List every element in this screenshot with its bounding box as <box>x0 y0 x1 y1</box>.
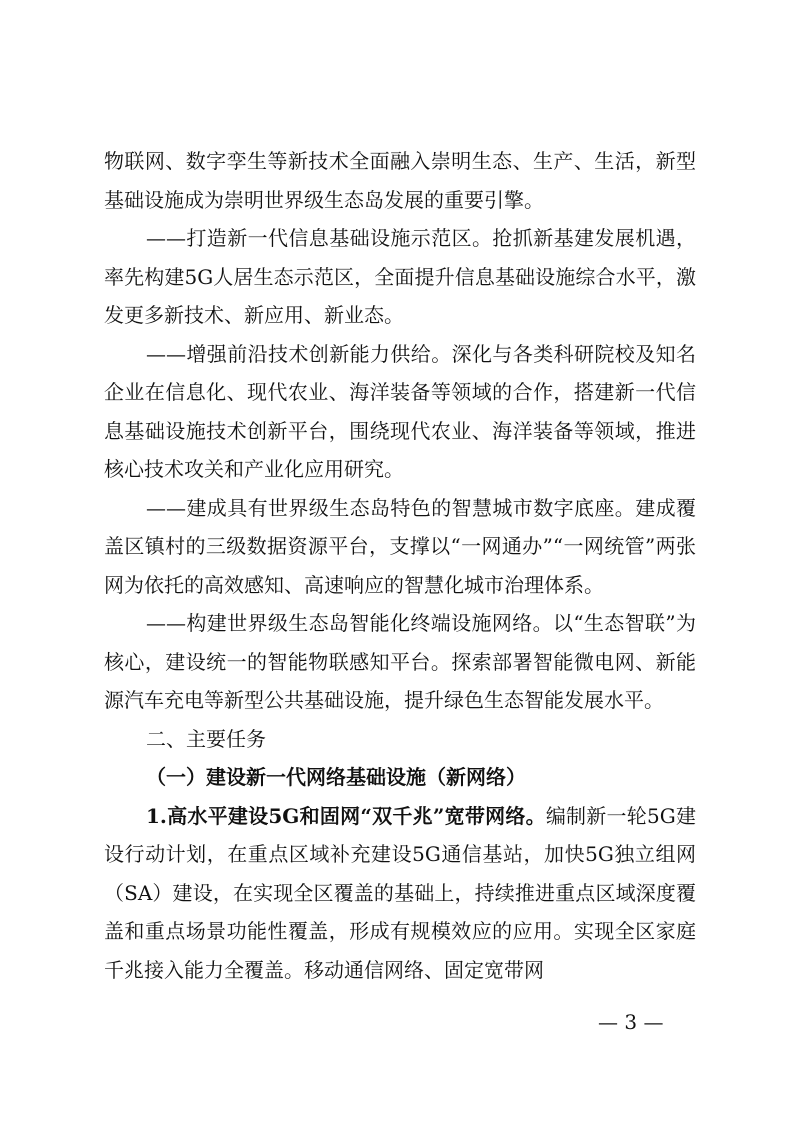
document-body <box>104 142 696 989</box>
paragraph-item-1 <box>104 797 696 990</box>
item-1-lead: 1.高水平建设5G和固网“双千兆”宽带网络。 <box>146 803 546 828</box>
paragraph-intro-continuation: 物联网、数字孪生等新技术全面融入崇明生态、生产、生活，新型基础设施成为崇明世界级生态岛发展的重要引擎。 <box>104 149 696 212</box>
page-number: — 3 — <box>598 1010 664 1034</box>
paragraph-goal-demo-zone: ——打造新一代信息基础设施示范区。抢抓新基建发展机遇，率先构建5G人居生态示范区，全面提升信息基础设施综合水平，激发更多新技术、新应用、新业态。 <box>104 226 696 327</box>
paragraph-goal-innovation: ——增强前沿技术创新能力供给。深化与各类科研院校及知名企业在信息化、现代农业、海洋装备等领域的合作，搭建新一代信息基础设施技术创新平台，围绕现代农业、海洋装备等领域，推进核心技术攻关和产业化应用研究。 <box>104 341 696 481</box>
paragraph-goal-terminal-network: ——构建世界级生态岛智能化终端设施网络。以“生态智联”为核心，建设统一的智能物联感知平台。探索部署智能微电网、新能源汽车充电等新型公共基础设施，提升绿色生态智能发展水平。 <box>104 611 696 712</box>
item-1-text: 编制新一轮5G建设行动计划，在重点区域补充建设5G通信基站，加快5G独立组网（SA）建设，在实现全区覆盖的基础上，持续推进重点区域深度覆盖和重点场景功能性覆盖，形成有规模效应的应用。实现全区家庭千兆接入能力全覆盖。移动通信网络、固定宽带网 <box>104 803 696 982</box>
section-heading-main-tasks: 二、主要任务 <box>146 726 266 751</box>
subsection-heading-new-network: （一）建设新一代网络基础设施（新网络） <box>146 765 526 789</box>
paragraph-goal-smart-city: ——建成具有世界级生态岛特色的智慧城市数字底座。建成覆盖区镇村的三级数据资源平台，支撑以“一网通办”“一网统管”两张网为依托的高效感知、高速响应的智慧化城市治理体系。 <box>104 495 696 597</box>
